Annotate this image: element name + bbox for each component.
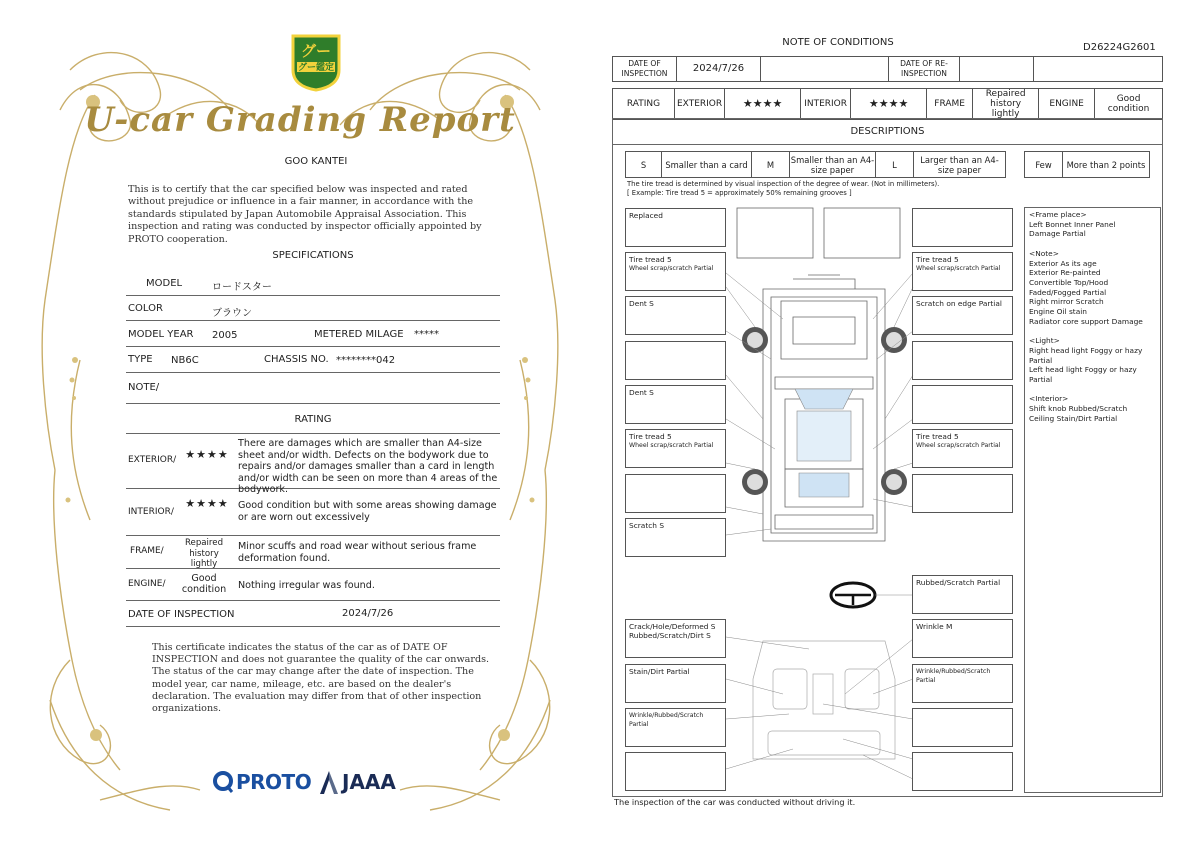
type-row [126,347,500,373]
damage-box-right-5 [912,385,1013,424]
tire-icon [742,469,768,495]
interior-box-left-4 [625,752,726,791]
box-sub: Wheel scrap/scratch Partial [916,265,1001,272]
jaaa-logo-icon [318,770,340,796]
tire-icon [881,469,907,495]
type-value: NB6C [171,355,199,366]
no-drive-note: The inspection of the car was conducted without driving it. [614,797,856,807]
model-year-value: 2005 [212,330,238,341]
interior-stars: ★★★★ [851,89,927,120]
box-title: Replaced [629,211,663,220]
rating-summary-table [612,88,1163,120]
note-line: Right mirror Scratch [1029,297,1104,307]
note-line: Right head light Foggy or hazy [1029,345,1143,355]
color-value: ブラウン [212,308,252,319]
note-line: Partial [1029,355,1053,365]
blank-cell [1034,57,1163,82]
report-subtitle: GOO KANTEI [284,156,348,167]
blank-cell [960,57,1034,82]
box-sub: Wheel scrap/scratch Partial [916,442,1001,449]
note-line: Faded/Fogged Partial [1029,287,1107,297]
box-title: Stain/Dirt Partial [629,667,690,676]
damage-box-left-2 [625,252,726,291]
legend-m-text: Smaller than an A4-size paper [790,152,876,178]
note-line: Left head light Foggy or hazy [1029,365,1137,375]
frame-label: FRAME/ [130,546,164,556]
inspection-date-row [126,601,500,627]
box-title: Tire tread 5 [629,255,672,264]
legend-l: L [876,152,914,178]
box-title: Rubbed/Scratch Partial [916,578,1001,587]
box-title: Wrinkle M [916,622,953,631]
badge-text: グー鑑定 [297,63,335,73]
legend-s-text: Smaller than a card [662,152,752,178]
goo-kantei-badge-icon [289,32,343,92]
note-line: Partial [1029,374,1053,384]
specifications-heading: SPECIFICATIONS [272,250,354,261]
condition-notes [1024,207,1161,793]
inspection-date-value: 2024/7/26 [342,608,394,619]
model-label: MODEL [146,278,183,289]
note-line: Ceiling Stain/Dirt Partial [1029,413,1118,423]
damage-box-left-4 [625,341,726,380]
rear-window [799,473,849,497]
conditions-title: NOTE OF CONDITIONS [782,37,894,48]
legend-m: M [752,152,790,178]
damage-box-right-7 [912,474,1013,513]
rating-divider [126,433,500,434]
interior-box-right-2 [912,619,1013,658]
note-line: Exterior Re-painted [1029,268,1101,278]
engine-description: Nothing irregular was found. [238,580,375,591]
jaaa-brand: JAAA [342,770,396,794]
rating-label: RATING [613,89,675,120]
box-title: Tire tread 5 [916,432,959,441]
note-line: Left Bonnet Inner Panel [1029,219,1116,229]
date-of-inspection-label: DATE OF INSPECTION [613,57,677,82]
interior-box-right-4 [912,708,1013,747]
box-title: Scratch on edge Partial [916,299,1002,308]
frame-value: Repaired history lightly [184,538,224,569]
proto-logo-icon [212,770,234,794]
engine-rating-row [126,569,500,601]
frame-place-heading: <Frame place> [1029,210,1087,219]
model-value: ロードスター [212,282,272,293]
frame-description: Minor scuffs and road wear without serious frame deformation found. [238,541,477,564]
damage-box-left-6 [625,429,726,468]
box-title: Scratch S [629,521,665,530]
chassis-label: CHASSIS NO. [264,354,329,365]
windshield [795,389,853,409]
interior-box-left-3 [625,708,726,747]
box-sub: Wheel scrap/scratch Partial [629,265,714,272]
blank-cell [761,57,889,82]
date-of-inspection-value: 2024/7/26 [677,57,761,82]
damage-box-right-1 [912,208,1013,247]
color-label: COLOR [128,303,163,314]
box-title: Tire tread 5 [629,432,672,441]
engine-label: ENGINE/ [128,579,166,589]
note-of-conditions [600,0,1200,848]
note-line: Engine Oil stain [1029,307,1087,317]
certify-text: This is to certify that the car specified below was inspected and rated without prejudice or influence in a fair manner, in accordance with the standards stipulated by Japan Automobile Appraisal Association. This inspection and rating was conducted by inspector officially appointed by PROTO cooperation. [128,184,482,245]
note-line: Shift knob Rubbed/Scratch [1029,404,1128,414]
box-sub: Wrinkle/Rubbed/Scratch Partial [916,668,991,684]
note-line: Exterior As its age [1029,258,1097,268]
exterior-description: There are damages which are smaller than A4-size sheet and/or width. Defects on the bodywork due to repairs and/or damages smaller than a card in length and/or width can be seen on more than 4 areas of the bodywork. [238,438,498,495]
light-heading: <Light> [1029,336,1060,346]
model-year-row [126,321,500,347]
spacer [1029,385,1156,395]
reinspection-label: DATE OF RE-INSPECTION [889,57,960,82]
interior-description: Good condition but with some areas showing damage or are worn out excessively [238,500,497,523]
box-title: Dent S [629,388,654,397]
chassis-value: ********042 [336,355,396,366]
tire-icon [881,327,907,353]
legend-l-text: Larger than an A4-size paper [914,152,1006,178]
inspection-date-label: DATE OF INSPECTION [128,609,235,620]
metered-mileage-value: ***** [414,329,439,340]
note-heading: <Note> [1029,248,1059,258]
interior-box-left-2 [625,664,726,703]
exterior-stars: ★★★★ [185,448,229,461]
exterior-rating-row [126,435,500,495]
note-line: Damage Partial [1029,229,1086,239]
interior-heading: <Interior> [1029,394,1069,404]
interior-box-right-3 [912,664,1013,703]
frame-rating-row [126,536,500,569]
exterior-stars: ★★★★ [725,89,801,120]
engine-value: Good condition [181,573,227,595]
damage-box-left-3 [625,296,726,335]
frame-value: Repaired history lightly [973,89,1039,120]
tread-note-line-1: The tire tread is determined by visual inspection of the degree of wear. (Not in millimeters). [627,180,940,188]
damage-box-left-1 [625,208,726,247]
damage-box-right-4 [912,341,1013,380]
damage-box-right-2 [912,252,1013,291]
interior-label: INTERIOR [801,89,851,120]
interior-stars: ★★★★ [185,497,229,510]
descriptions-heading: DESCRIPTIONS [613,119,1162,145]
damage-box-left-8 [625,518,726,557]
interior-label: INTERIOR/ [128,507,174,517]
damage-box-right-3 [912,296,1013,335]
exterior-label: EXTERIOR [675,89,725,120]
box-sub: Wrinkle/Rubbed/Scratch Partial [629,712,704,728]
spacer [1029,239,1156,249]
note-line: Radiator core support Damage [1029,316,1143,326]
note-line: Convertible Top/Hood [1029,277,1109,287]
engine-value: Good condition [1095,89,1163,120]
interior-box-right-5 [912,752,1013,791]
tread-note-line-2: [ Example: Tire tread 5 = approximately 50% remaining grooves ] [627,188,852,197]
damage-box-right-6 [912,429,1013,468]
legend-few: Few [1025,152,1063,178]
box-title: Crack/Hole/Deformed S [629,622,716,631]
interior-box-left-1 [625,619,726,658]
model-year-label: MODEL YEAR [128,329,194,340]
rating-heading: RATING [294,414,332,425]
note-label: NOTE/ [128,382,160,393]
metered-mileage-label: METERED MILAGE [314,329,404,340]
descriptions-panel [612,118,1163,797]
engine-label: ENGINE [1039,89,1095,120]
damage-box-left-7 [625,474,726,513]
box-title: Tire tread 5 [916,255,959,264]
model-row [126,272,500,296]
legend-few-text: More than 2 points [1063,152,1150,178]
cabin-glass [797,411,851,461]
note-row [126,373,500,404]
damage-box-left-5 [625,385,726,424]
interior-box-right-1 [912,575,1013,614]
legend-s: S [626,152,662,178]
steering-wheel-icon [831,583,875,607]
document-id: D26224G2601 [1083,42,1156,53]
interior-rating-row [126,489,500,536]
svg-text:グー: グー [300,42,332,60]
type-label: TYPE [128,354,153,365]
disclaimer-text: This certificate indicates the status of the car as of DATE OF INSPECTION and does not guarantee the quality of the car onwards. The status of the car may change after the date of inspection. The model year, car name, mileage, etc. are based on the dealer's declaration. The evaluation may differ from that of other inspection organizations. [152,642,490,715]
color-row [126,296,500,321]
box-title-2: Rubbed/Scratch/Dirt S [629,631,711,640]
exterior-label: EXTERIOR/ [128,455,177,465]
inspection-dates-table [612,56,1163,82]
frame-label: FRAME [927,89,973,120]
box-title: Dent S [629,299,654,308]
proto-brand: PROTO [236,770,312,794]
report-title: U-car Grading Report [84,100,516,140]
spacer [1029,326,1156,336]
box-sub: Wheel scrap/scratch Partial [629,442,714,449]
